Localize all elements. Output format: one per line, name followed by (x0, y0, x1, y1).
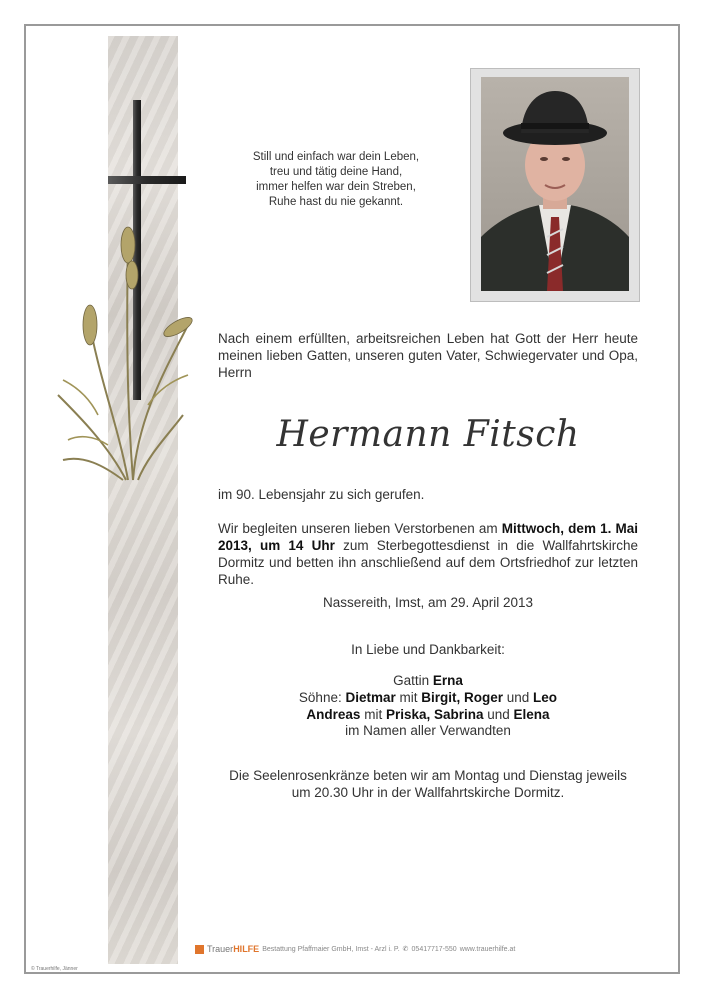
website-link[interactable]: www.trauerhilfe.at (459, 945, 516, 953)
age-line: im 90. Lebensjahr zu sich gerufen. (218, 487, 425, 502)
sons-prefix: Söhne: (298, 690, 346, 705)
phone-icon: ✆ (402, 946, 409, 953)
logo-text (207, 944, 259, 954)
rosary-line: um 20.30 Uhr in der Wallfahrtskirche Dormitz. (291, 785, 565, 800)
funeral-text-2: zum Sterbegottesdienst in die Wallfahrtskirche Dormitz und betten ihn anschließend auf dem Ortsfriedhof zur letzten Ruhe. (218, 538, 638, 587)
wheat-icon (48, 215, 198, 485)
funeral-text-1: Wir begleiten unseren lieben Verstorbenen am (218, 521, 502, 536)
connector: und (483, 707, 514, 722)
poem-line: Ruhe hast du nie gekannt. (268, 196, 404, 208)
footer (195, 944, 515, 954)
family-names: Birgit, Roger (421, 690, 504, 705)
logo-plain: Trauer (207, 944, 234, 954)
company-name: Bestattung Pfaffmaier GmbH, Imst - Arzl i. P. (262, 945, 400, 953)
connector: mit (395, 690, 422, 705)
place-date: Nassereith, Imst, am 29. April 2013 (322, 595, 534, 610)
connector: mit (360, 707, 386, 722)
rosary-info (218, 767, 638, 801)
family-names: Priska, Sabrina (385, 707, 484, 722)
portrait-photo (481, 77, 629, 291)
wife-name: Erna (432, 673, 463, 688)
family-relatives: im Namen aller Verwandten (345, 723, 511, 738)
poem (236, 150, 436, 210)
deceased-name: Hermann Fitsch (276, 414, 580, 455)
wife-prefix: Gattin (393, 673, 433, 688)
funeral-info (218, 520, 638, 588)
funeral-date: Mittwoch, dem 1. Mai 2013, um 14 Uhr (218, 521, 638, 553)
son-name: Andreas (306, 707, 361, 722)
family-wife (218, 672, 638, 689)
phone-number: 05417717-550 (411, 945, 457, 953)
trauerhilfe-logo-icon (195, 945, 204, 954)
connector: und (503, 690, 534, 705)
poem-line: immer helfen war dein Streben, (256, 181, 416, 193)
copyright: © Trauerhilfe, Jänner (31, 966, 78, 972)
family-andreas (218, 706, 638, 723)
son-name: Dietmar (345, 690, 396, 705)
portrait-frame (470, 68, 640, 302)
rosary-line: Die Seelenrosenkränze beten wir am Montag und Dienstag jeweils (229, 768, 627, 783)
poem-line: treu und tätig deine Hand, (269, 166, 403, 178)
intro-text: Nach einem erfüllten, arbeitsreichen Leben hat Gott der Herr heute meinen lieben Gatten, unseren guten Vater, Schwiegervater und Opa, Herrn (218, 331, 638, 380)
family-sons (218, 689, 638, 706)
gratitude-heading: In Liebe und Dankbarkeit: (351, 642, 505, 657)
poem-line: Still und einfach war dein Leben, (252, 151, 420, 163)
son-name: Leo (533, 690, 558, 705)
family-names: Elena (513, 707, 550, 722)
logo-accent: HILFE (233, 944, 260, 954)
